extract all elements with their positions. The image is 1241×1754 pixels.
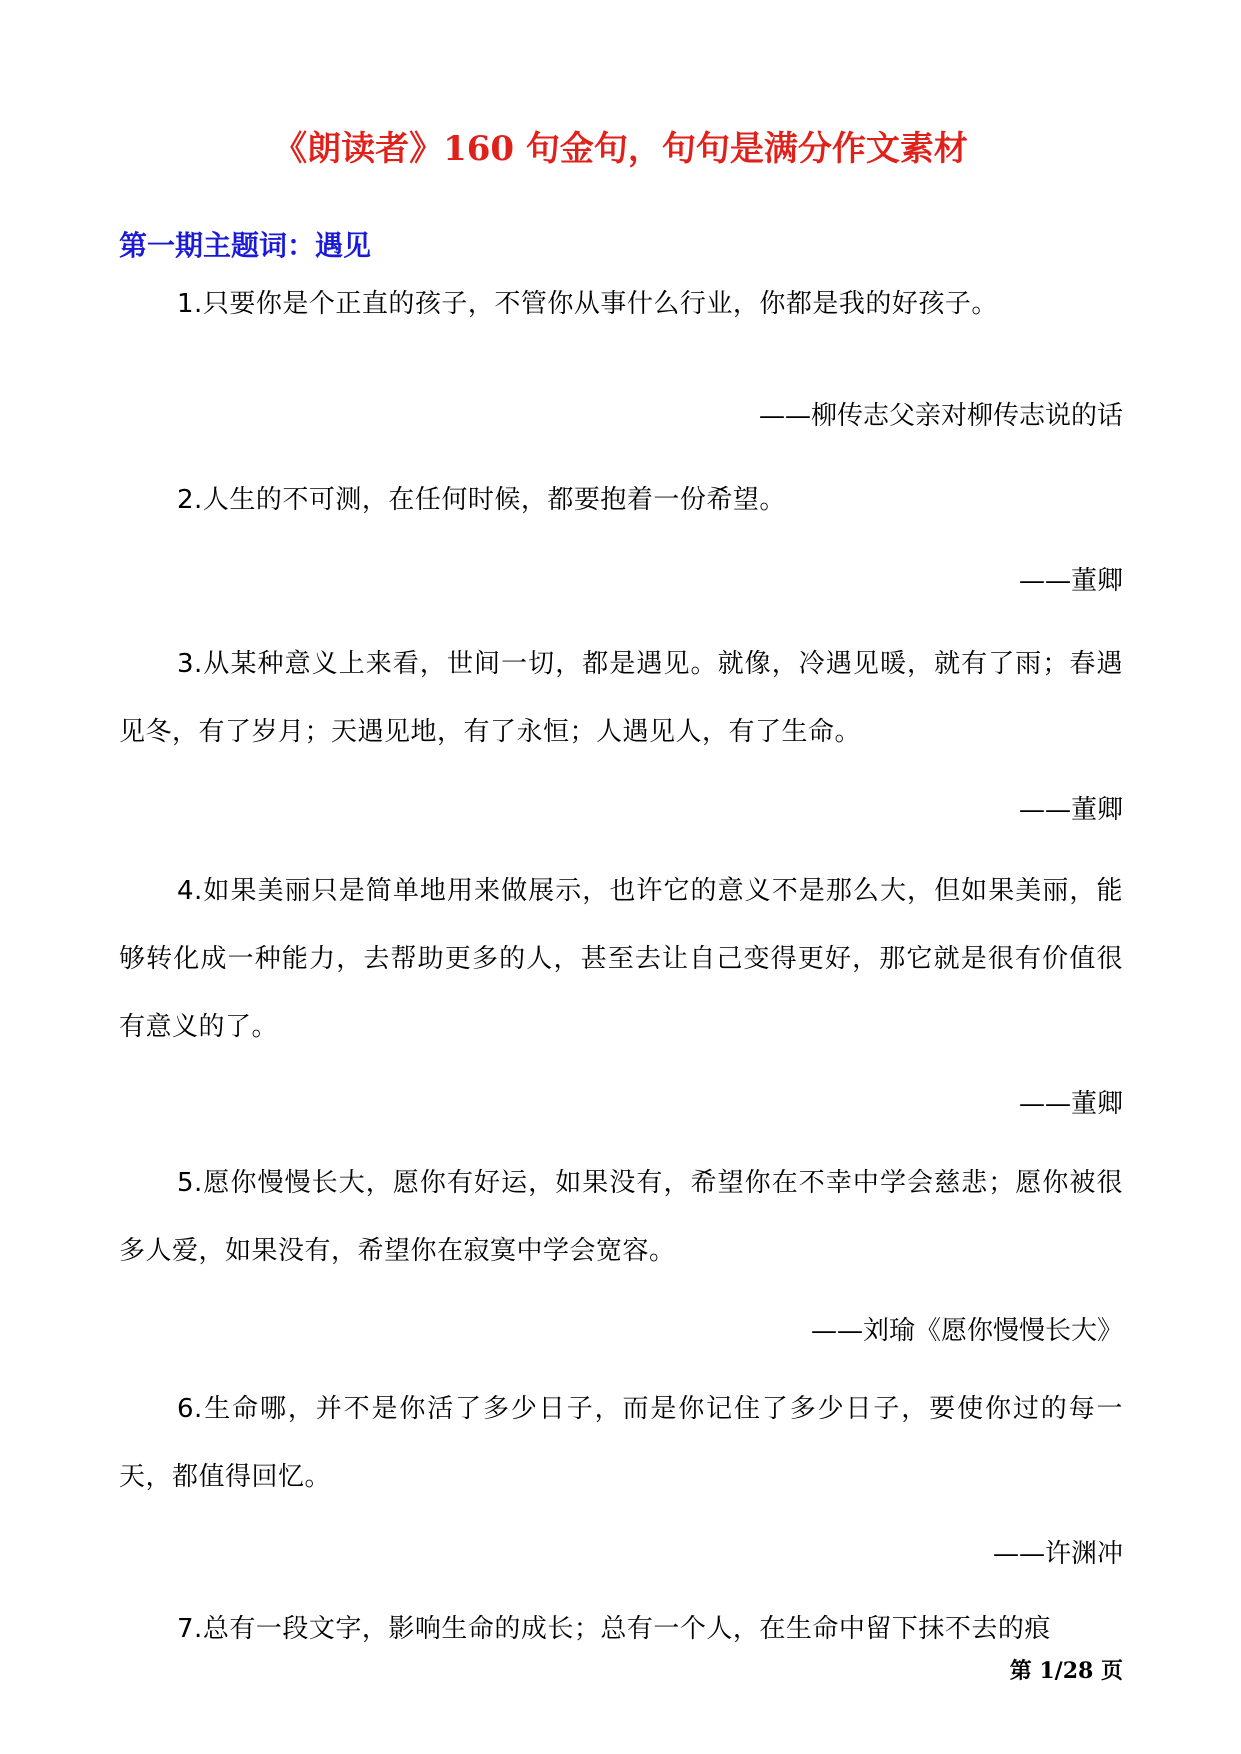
quote-number: 2. (177, 485, 203, 515)
quote-number: 4. (177, 876, 203, 906)
quote-text: 总有一段文字，影响生命的成长；总有一个人，在生命中留下抹不去的痕 (202, 1614, 1051, 1644)
quote-attribution-2: ——董卿 (1018, 566, 1123, 596)
quote-text: 从某种意义上来看，世间一切，都是遇见。就像，冷遇见暖，就有了雨；春遇见冬，有了岁月；天遇见地，有了永恒；人遇见人，有了生命。 (119, 649, 1123, 747)
quote-3 (119, 630, 1123, 766)
quote-6 (119, 1375, 1123, 1511)
quote-attribution-5: ——刘瑜《愿你慢慢长大》 (810, 1316, 1123, 1346)
quote-4 (119, 857, 1123, 1061)
quote-text: 生命哪，并不是你活了多少日子，而是你记住了多少日子，要使你过的每一天，都值得回忆。 (119, 1394, 1123, 1492)
quote-attribution-6: ——许渊冲 (992, 1539, 1123, 1569)
quote-2 (119, 466, 1123, 534)
quote-number: 3. (177, 649, 203, 679)
quote-5 (119, 1149, 1123, 1285)
quote-text: 只要你是个正直的孩子，不管你从事什么行业，你都是我的好孩子。 (202, 289, 998, 319)
quote-text: 人生的不可测，在任何时候，都要抱着一份希望。 (202, 485, 786, 515)
quote-attribution-4: ——董卿 (1018, 1089, 1123, 1119)
quote-number: 6. (177, 1394, 203, 1424)
quote-1 (119, 270, 1123, 338)
quote-text: 如果美丽只是简单地用来做展示，也许它的意义不是那么大，但如果美丽，能够转化成一种能力，去帮助更多的人，甚至去让自己变得更好，那它就是很有价值很有意义的了。 (119, 876, 1123, 1042)
page-number-footer: 第 1/28 页 (1009, 1658, 1123, 1684)
section-heading: 第一期主题词：遇见 (119, 229, 372, 262)
quote-number: 1. (177, 289, 203, 319)
quote-number: 5. (177, 1168, 203, 1198)
quote-text: 愿你慢慢长大，愿你有好运，如果没有，希望你在不幸中学会慈悲；愿你被很多人爱，如果没有，希望你在寂寞中学会宽容。 (119, 1168, 1123, 1266)
quote-number: 7. (177, 1614, 203, 1644)
document-title: 《朗读者》160 句金句，句句是满分作文素材 (273, 129, 968, 169)
quote-attribution-3: ——董卿 (1018, 795, 1123, 825)
quote-attribution-1: ——柳传志父亲对柳传志说的话 (758, 401, 1123, 431)
quote-7 (119, 1595, 1123, 1663)
